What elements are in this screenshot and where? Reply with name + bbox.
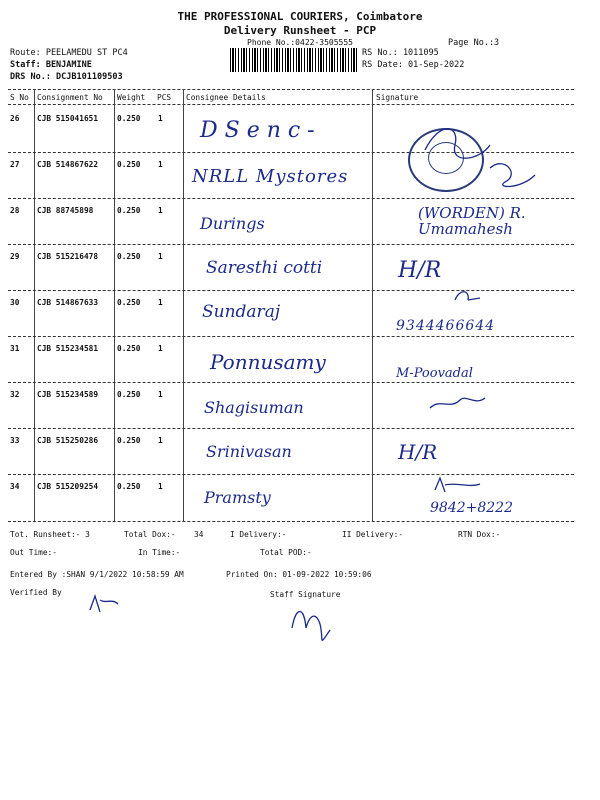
rtn-dox: RTN Dox:- [458, 530, 501, 539]
row-consignee-handwritten: D S e n c - [200, 118, 315, 143]
row-consignee-handwritten: Durings [200, 214, 265, 233]
row-weight: 0.250 [117, 436, 141, 445]
rs-date: RS Date: 01-Sep-2022 [362, 60, 465, 70]
row-consignee-handwritten: Ponnusamy [210, 350, 326, 374]
row-weight: 0.250 [117, 252, 141, 261]
route: Route: PEELAMEDU ST PC4 [10, 48, 128, 58]
row-sno: 33 [10, 436, 20, 445]
staff: Staff: BENJAMINE [10, 60, 92, 70]
row-consignment: CJB 515216478 [37, 252, 99, 261]
row-consignment: CJB 515234581 [37, 344, 99, 353]
row-signature-handwritten: H/R [398, 258, 442, 283]
printed-on: Printed On: 01-09-2022 10:59:06 [226, 570, 372, 579]
row-pcs: 1 [158, 252, 163, 261]
total-pod: Total POD:- [260, 548, 312, 557]
company-name: THE PROFESSIONAL COURIERS, Coimbatore [177, 10, 423, 23]
row-sno: 31 [10, 344, 20, 353]
signature-scribble [425, 129, 490, 158]
row-weight: 0.250 [117, 298, 141, 307]
row-weight: 0.250 [117, 344, 141, 353]
row-consignment: CJB 514867633 [37, 298, 99, 307]
column-header-signature: Signature [376, 93, 419, 102]
row-consignment: CJB 515041651 [37, 114, 99, 123]
ii-delivery: II Delivery:- [342, 530, 404, 539]
row-weight: 0.250 [117, 482, 141, 491]
page-number: Page No.:3 [448, 38, 500, 48]
row-sno: 30 [10, 298, 20, 307]
row-sno: 27 [10, 160, 20, 169]
row-consignment: CJB 515250286 [37, 436, 99, 445]
out-time: Out Time:- [10, 548, 57, 557]
row-consignment: CJB 515209254 [37, 482, 99, 491]
signature-scribble [430, 398, 485, 408]
row-sno: 26 [10, 114, 20, 123]
i-delivery: I Delivery:- [230, 530, 287, 539]
row-pcs: 1 [158, 344, 163, 353]
row-weight: 0.250 [117, 114, 141, 123]
row-consignment: CJB 88745898 [37, 206, 94, 215]
row-sno: 32 [10, 390, 20, 399]
row-pcs: 1 [158, 436, 163, 445]
staff-signature [292, 612, 330, 641]
in-time: In Time:- [138, 548, 181, 557]
row-pcs: 1 [158, 206, 163, 215]
row-consignee-handwritten: Pramsty [204, 488, 271, 507]
row-sno: 29 [10, 252, 20, 261]
staff-signature-label: Staff Signature [270, 590, 341, 599]
row-consignee-handwritten: Shagisuman [204, 398, 304, 417]
row-consignee-handwritten: Sundaraj [202, 302, 281, 322]
row-signature-handwritten: H/R [398, 440, 438, 464]
row-consignment: CJB 514867622 [37, 160, 99, 169]
row-consignee-handwritten: Saresthi cotti [206, 258, 323, 278]
row-signature-handwritten: 9842+8222 [430, 500, 513, 516]
row-pcs: 1 [158, 298, 163, 307]
phone-number: Phone No.:0422-3505555 [247, 38, 353, 47]
total-dox-label: Total Dox:- [124, 530, 176, 539]
row-weight: 0.250 [117, 160, 141, 169]
document-title: Delivery Runsheet - PCP [223, 24, 377, 37]
column-header-weight: Weight [117, 93, 146, 102]
row-pcs: 1 [158, 114, 163, 123]
column-header-consignee: Consignee Details [186, 93, 266, 102]
row-consignee-handwritten: Srinivasan [206, 442, 292, 461]
signature-scribble [435, 478, 480, 492]
row-weight: 0.250 [117, 206, 141, 215]
row-pcs: 1 [158, 390, 163, 399]
verified-by: Verified By [10, 588, 62, 597]
column-header-sno: S No [10, 93, 29, 102]
row-signature-handwritten: 9344466644 [396, 318, 496, 334]
row-pcs: 1 [158, 160, 163, 169]
row-consignee-handwritten: NRLL Mystores [192, 166, 349, 187]
total-dox-value: 34 [194, 530, 204, 539]
column-header-pcs: PCS [157, 93, 172, 102]
row-sno: 34 [10, 482, 20, 491]
total-runsheet: Tot. Runsheet:- 3 [10, 530, 90, 539]
row-consignment: CJB 515234589 [37, 390, 99, 399]
signature-scribble [455, 292, 480, 300]
signature-scribble [490, 164, 535, 187]
column-header-consignment: Consignment No [37, 93, 103, 102]
verifier-signature [90, 596, 118, 612]
rs-number: RS No.: 1011095 [362, 48, 439, 58]
row-signature-handwritten: (WORDEN) R. Umamahesh [418, 204, 526, 238]
row-pcs: 1 [158, 482, 163, 491]
row-signature-handwritten: M-Poovadal [396, 366, 473, 381]
row-weight: 0.250 [117, 390, 141, 399]
drs-number: DRS No.: DCJB101109503 [10, 72, 123, 82]
row-sno: 28 [10, 206, 20, 215]
entered-by: Entered By :SHAN 9/1/2022 10:58:59 AM [10, 570, 184, 579]
